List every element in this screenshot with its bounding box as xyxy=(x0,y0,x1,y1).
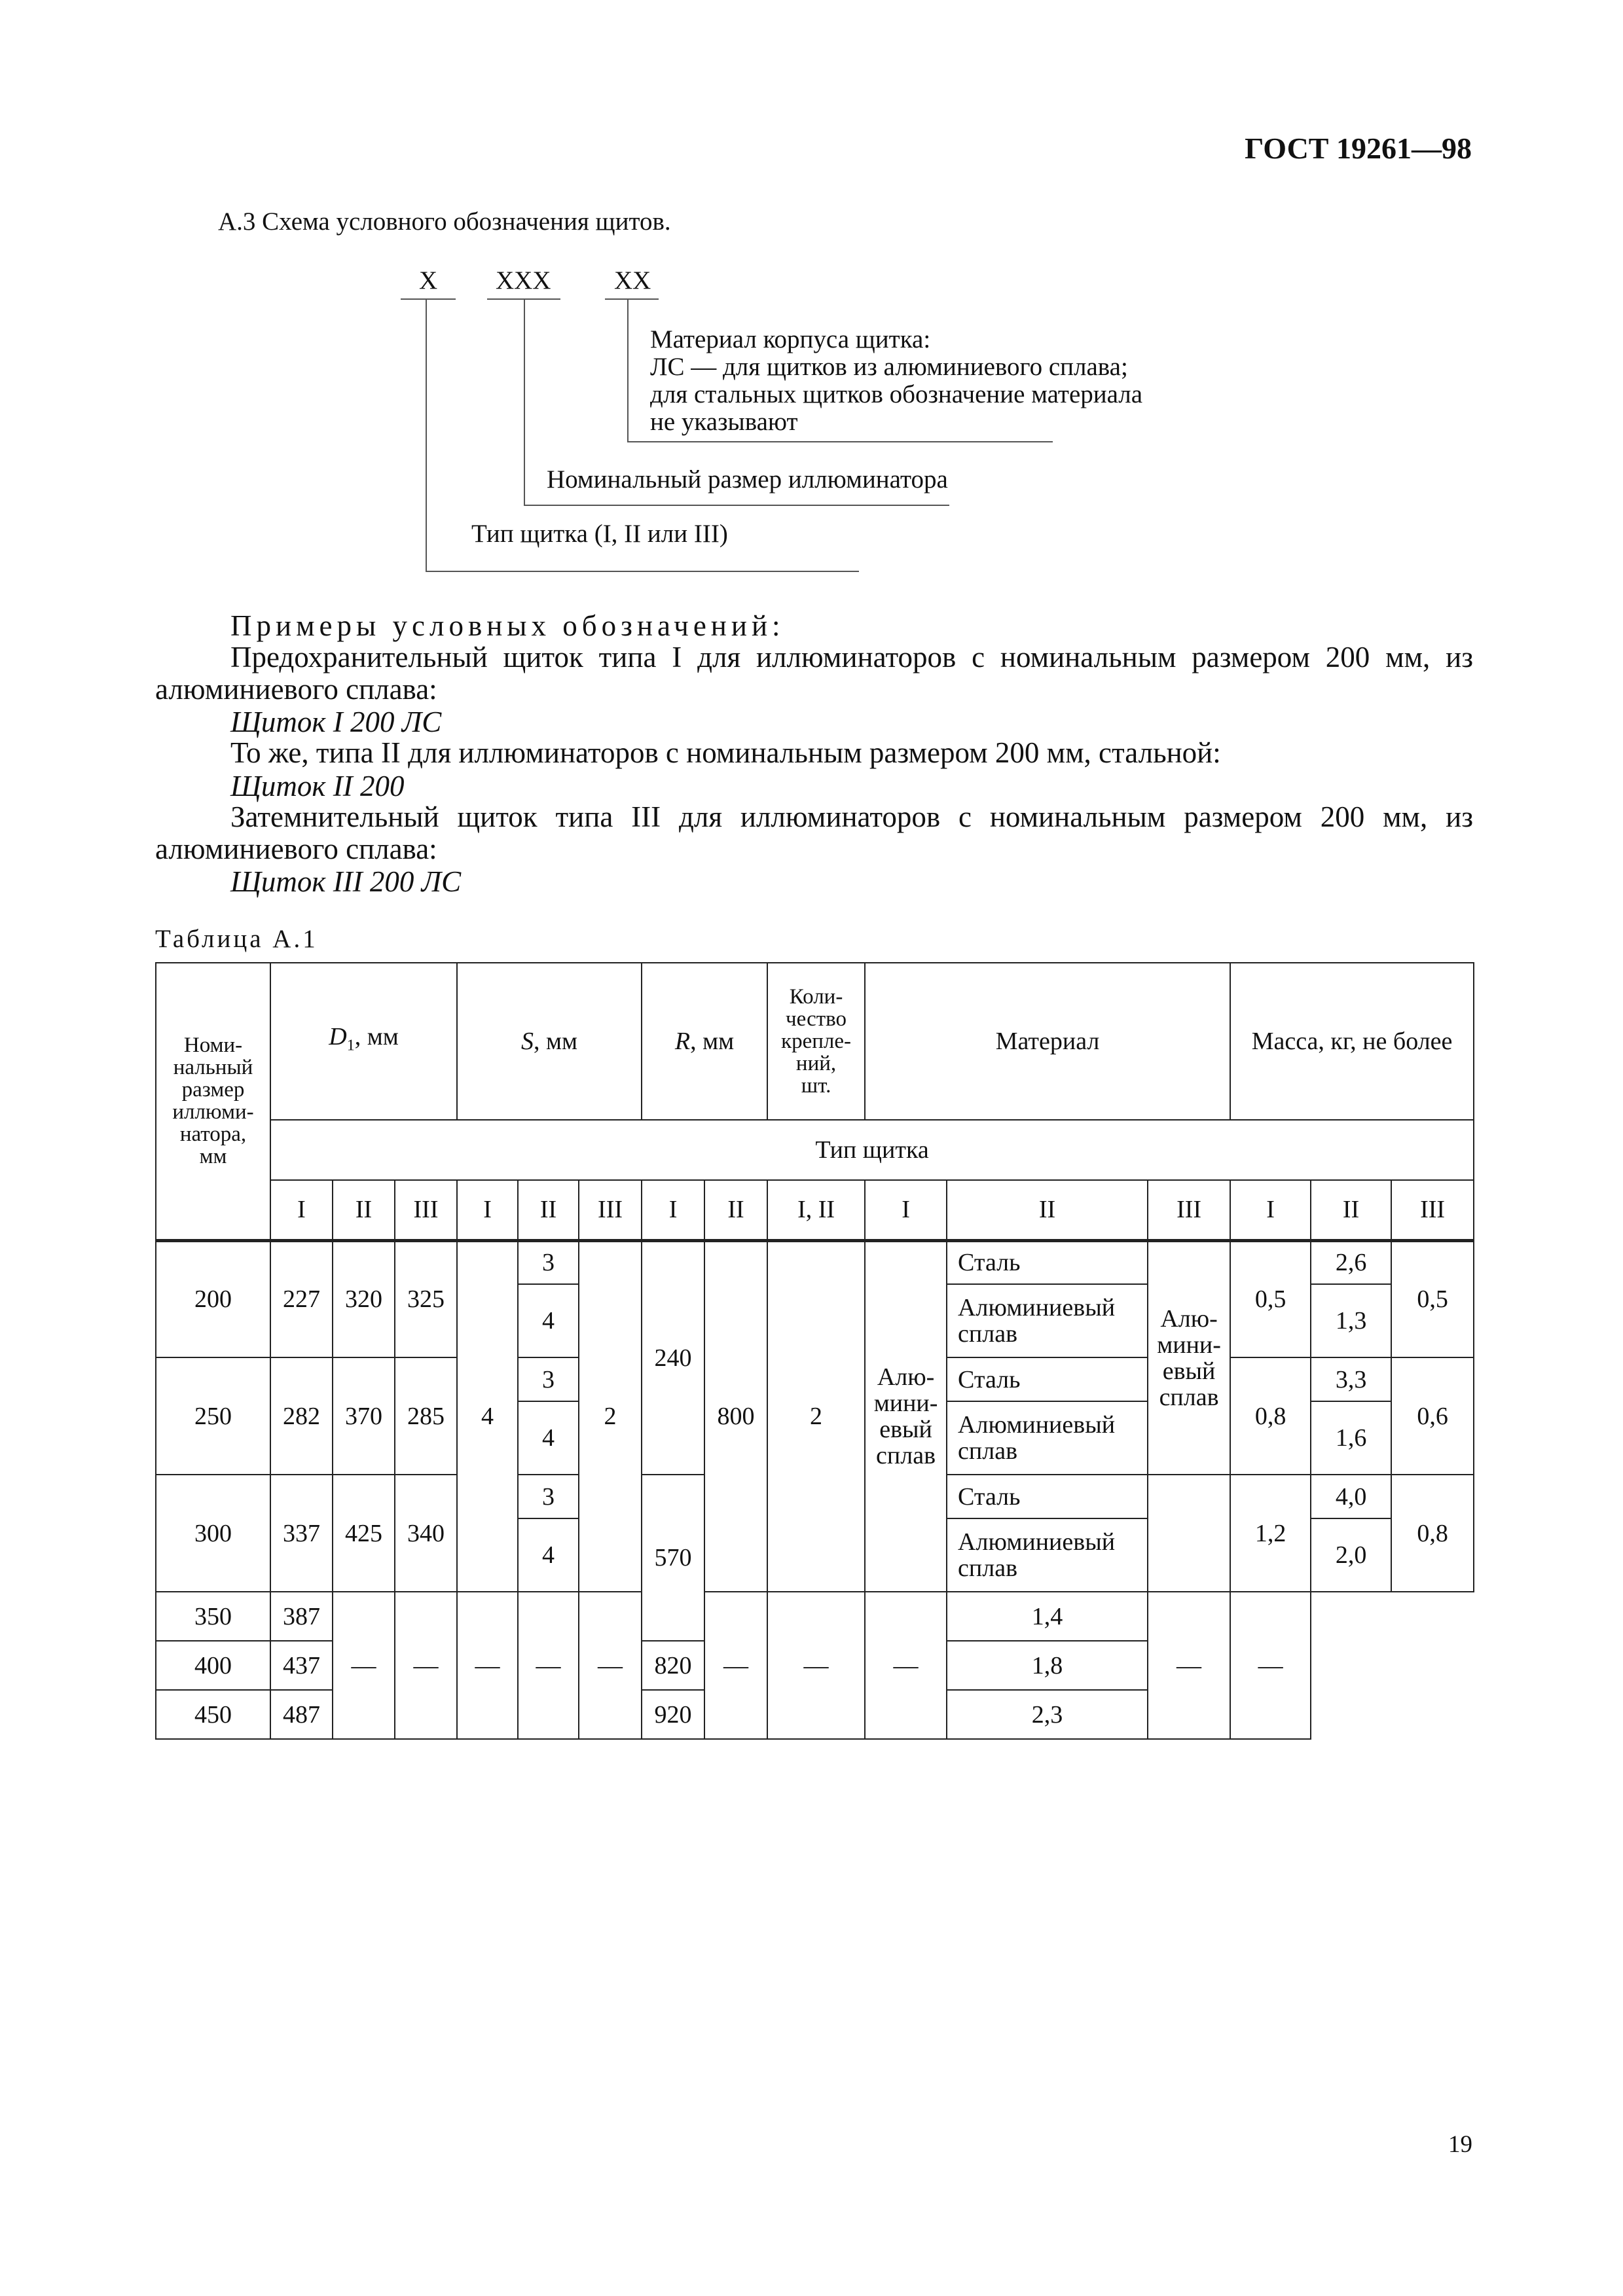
cell-d1-I: 282 xyxy=(270,1357,333,1475)
type-col-d1-II: II xyxy=(333,1180,395,1240)
cell-qty: — xyxy=(704,1592,767,1739)
cell-mass-II: — xyxy=(1148,1592,1230,1739)
example-3-designation: Щиток III 200 ЛС xyxy=(230,865,462,898)
cell-s-I: 4 xyxy=(457,1240,518,1592)
type-col-r-I: I xyxy=(642,1180,704,1240)
cell-d1-I: 227 xyxy=(270,1240,333,1357)
cell-mass-I: 1,8 xyxy=(947,1641,1148,1690)
cell-mass-II: 1,3 xyxy=(1311,1284,1391,1357)
cell-size: 250 xyxy=(156,1357,270,1475)
scheme-material-line4: не указывают xyxy=(650,408,798,436)
header-mass: Масса, кг, не более xyxy=(1230,963,1474,1120)
scheme-material-line3: для стальных щитков обозначение материала xyxy=(650,380,1143,408)
cell-size: 400 xyxy=(156,1641,270,1690)
header-material: Материал xyxy=(865,963,1230,1120)
cell-size: 350 xyxy=(156,1592,270,1641)
cell-mass-II: 2,6 xyxy=(1311,1240,1391,1284)
header-s: S, мм xyxy=(457,963,642,1120)
cell-material-II-steel: Сталь xyxy=(947,1240,1148,1284)
cell-r-I: 920 xyxy=(642,1690,704,1739)
cell-d1-II: — xyxy=(333,1592,395,1739)
cell-mass-III: 0,6 xyxy=(1391,1357,1474,1475)
type-col-s-I: I xyxy=(457,1180,518,1240)
example-2-designation: Щиток II 200 xyxy=(230,770,405,802)
cell-material-II-alloy: Алюминиевый сплав xyxy=(947,1284,1148,1357)
scheme-code-type: Х xyxy=(419,266,438,295)
type-col-material-III: III xyxy=(1148,1180,1230,1240)
cell-r-I: 240 xyxy=(642,1240,704,1475)
header-r: R, мм xyxy=(642,963,767,1120)
cell-mass-I: 0,5 xyxy=(1230,1240,1311,1357)
example-2-text: То же, типа II для иллюминаторов с номинальным размером 200 мм, стальной: xyxy=(230,736,1221,769)
scheme-code-size: ХХХ xyxy=(496,266,551,295)
cell-r-II: 800 xyxy=(704,1240,767,1592)
cell-material-III: — xyxy=(865,1592,947,1739)
cell-mass-I: 0,8 xyxy=(1230,1357,1311,1475)
type-col-material-I: I xyxy=(865,1180,947,1240)
cell-size: 300 xyxy=(156,1475,270,1592)
cell-size: 200 xyxy=(156,1240,270,1357)
cell-mass-I: 1,2 xyxy=(1230,1475,1311,1592)
cell-mass-II: 2,0 xyxy=(1311,1518,1391,1592)
cell-d1-III: 340 xyxy=(395,1475,457,1592)
table-a1 xyxy=(155,962,1474,1740)
example-3-text: Затемнительный щиток типа III для иллюминаторов с номинальным размером 200 мм, из алюминиевого сплава: xyxy=(155,800,1473,865)
scheme-code-material: ХХ xyxy=(614,266,651,295)
scheme-size-label: Номинальный размер иллюминатора xyxy=(547,465,948,493)
cell-size: 450 xyxy=(156,1690,270,1739)
cell-d1-II: 320 xyxy=(333,1240,395,1357)
cell-s-II: 4 xyxy=(518,1518,579,1592)
cell-r-II: — xyxy=(579,1592,642,1739)
cell-s-III: — xyxy=(518,1592,579,1739)
cell-d1-I: 437 xyxy=(270,1641,333,1690)
cell-s-II: 4 xyxy=(518,1284,579,1357)
type-col-r-II: II xyxy=(704,1180,767,1240)
cell-s-II: 4 xyxy=(518,1401,579,1475)
cell-s-II: — xyxy=(457,1592,518,1739)
scheme-material-line2: ЛС — для щитков из алюминиевого сплава; xyxy=(650,353,1128,381)
cell-d1-I: 337 xyxy=(270,1475,333,1592)
cell-mass-III: — xyxy=(1230,1592,1311,1739)
cell-d1-II: 425 xyxy=(333,1475,395,1592)
document-code: ГОСТ 19261—98 xyxy=(1245,132,1472,165)
cell-material-II: — xyxy=(767,1592,865,1739)
cell-material-III-empty xyxy=(1148,1475,1230,1592)
type-col-mass-II: II xyxy=(1311,1180,1391,1240)
header-nominal-size: Номи- нальный размер иллюми- натора, мм xyxy=(156,963,270,1240)
type-col-d1-I: I xyxy=(270,1180,333,1240)
cell-s-II: 3 xyxy=(518,1475,579,1518)
example-1-text: Предохранительный щиток типа I для иллюминаторов с номинальным размером 200 мм, из алюминиевого сплава: xyxy=(155,641,1473,706)
cell-material-II-alloy: Алюминиевый сплав xyxy=(947,1518,1148,1592)
scheme-type-label: Тип щитка (I, II или III) xyxy=(471,520,728,548)
cell-s-II: 3 xyxy=(518,1357,579,1401)
scheme-leader-size xyxy=(524,298,525,506)
cell-mass-II: 3,3 xyxy=(1311,1357,1391,1401)
scheme-leader-material xyxy=(627,298,629,442)
cell-material-I: Алю- мини- евый сплав xyxy=(865,1240,947,1592)
header-fastener-qty: Коли- чество крепле- ний, шт. xyxy=(767,963,865,1120)
cell-mass-I: 1,4 xyxy=(947,1592,1148,1641)
cell-r-I: 570 xyxy=(642,1475,704,1641)
cell-d1-III: 285 xyxy=(395,1357,457,1475)
cell-d1-III: — xyxy=(395,1592,457,1739)
scheme-leader-type-h xyxy=(426,571,859,572)
type-col-s-II: II xyxy=(518,1180,579,1240)
scheme-material-line1: Материал корпуса щитка: xyxy=(650,325,931,353)
cell-d1-I: 487 xyxy=(270,1690,333,1739)
page-number: 19 xyxy=(1448,2131,1472,2158)
examples-heading: Примеры условных обозначений: xyxy=(230,609,785,642)
header-d1: $D_1$, мм xyxy=(270,963,457,1120)
example-1-designation: Щиток I 200 ЛС xyxy=(230,706,442,738)
cell-s-III: 2 xyxy=(579,1240,642,1592)
type-col-s-III: III xyxy=(579,1180,642,1240)
cell-r-I: 820 xyxy=(642,1641,704,1690)
header-shield-type: Тип щитка xyxy=(270,1120,1474,1180)
type-col-mass-I: I xyxy=(1230,1180,1311,1240)
cell-mass-III: 0,8 xyxy=(1391,1475,1474,1592)
cell-material-III: Алю- мини- евый сплав xyxy=(1148,1240,1230,1475)
cell-qty: 2 xyxy=(767,1240,865,1592)
cell-mass-II: 4,0 xyxy=(1311,1475,1391,1518)
cell-material-II-steel: Сталь xyxy=(947,1475,1148,1518)
type-col-mass-III: III xyxy=(1391,1180,1474,1240)
scheme-underline-type xyxy=(401,298,456,300)
cell-d1-I: 387 xyxy=(270,1592,333,1641)
scheme-underline-material xyxy=(605,298,659,300)
cell-d1-III: 325 xyxy=(395,1240,457,1357)
cell-mass-III: 0,5 xyxy=(1391,1240,1474,1357)
table-caption: Таблица А.1 xyxy=(155,925,318,953)
cell-material-II-steel: Сталь xyxy=(947,1357,1148,1401)
section-title: А.3 Схема условного обозначения щитов. xyxy=(218,207,671,236)
cell-mass-I: 2,3 xyxy=(947,1690,1148,1739)
scheme-leader-size-h xyxy=(524,505,949,506)
type-col-qty: I, II xyxy=(767,1180,865,1240)
scheme-leader-type xyxy=(426,298,427,572)
cell-s-II: 3 xyxy=(518,1240,579,1284)
cell-d1-II: 370 xyxy=(333,1357,395,1475)
type-col-d1-III: III xyxy=(395,1180,457,1240)
scheme-leader-material-h xyxy=(627,441,1053,442)
type-col-material-II: II xyxy=(947,1180,1148,1240)
cell-material-II-alloy: Алюминиевый сплав xyxy=(947,1401,1148,1475)
cell-mass-II: 1,6 xyxy=(1311,1401,1391,1475)
